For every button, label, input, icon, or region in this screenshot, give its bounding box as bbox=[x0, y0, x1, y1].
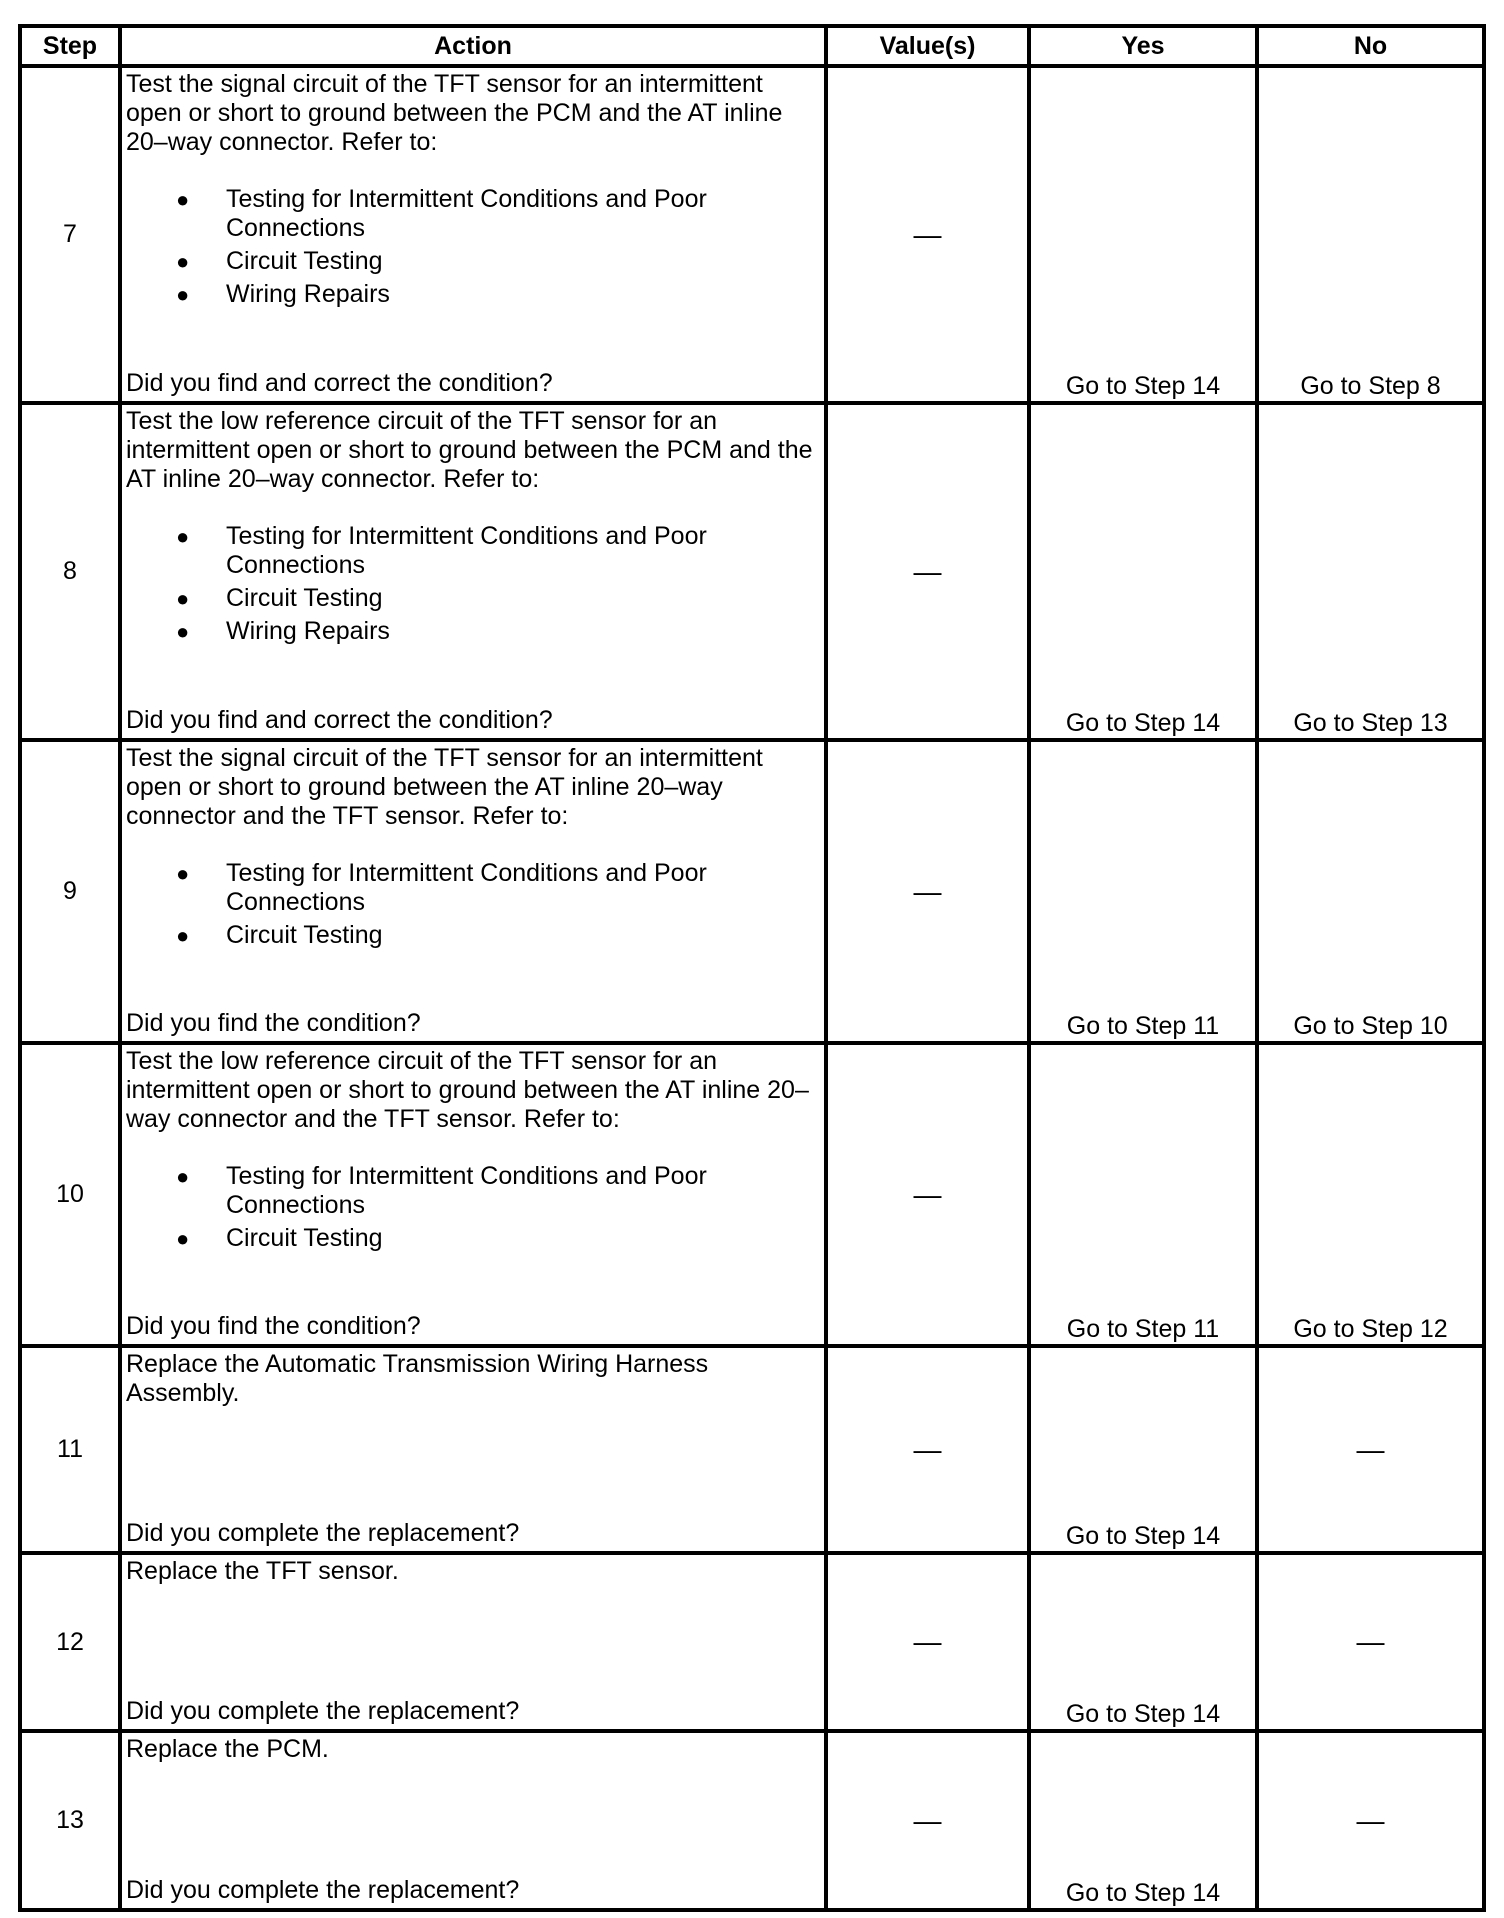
reference-link[interactable]: Circuit Testing bbox=[226, 247, 383, 275]
list-item bbox=[126, 921, 820, 950]
action-question: Did you complete the replacement? bbox=[126, 1697, 520, 1725]
bullet-icon: ● bbox=[176, 586, 190, 611]
no-link[interactable]: Go to Step 10 bbox=[1257, 740, 1484, 1043]
action-cell bbox=[120, 1346, 826, 1553]
header-values: Value(s) bbox=[826, 26, 1029, 66]
no-link[interactable]: Go to Step 13 bbox=[1257, 403, 1484, 740]
header-no: No bbox=[1257, 26, 1484, 66]
bullet-icon: ● bbox=[176, 861, 190, 886]
header-yes: Yes bbox=[1029, 26, 1257, 66]
no-value: — bbox=[1257, 1553, 1484, 1731]
bullet-icon: ● bbox=[176, 187, 190, 212]
yes-link[interactable]: Go to Step 14 bbox=[1029, 1553, 1257, 1731]
action-cell bbox=[120, 403, 826, 740]
reference-list bbox=[126, 522, 820, 650]
action-cell bbox=[120, 1553, 826, 1731]
reference-list bbox=[126, 859, 820, 954]
reference-link[interactable]: Circuit Testing bbox=[226, 1224, 383, 1252]
yes-link[interactable]: Go to Step 14 bbox=[1029, 66, 1257, 403]
value-cell: — bbox=[826, 403, 1029, 740]
step-number: 10 bbox=[20, 1043, 120, 1346]
step-number: 8 bbox=[20, 403, 120, 740]
list-item bbox=[126, 522, 820, 580]
action-cell bbox=[120, 66, 826, 403]
yes-link[interactable]: Go to Step 14 bbox=[1029, 1731, 1257, 1910]
action-intro: Test the low reference circuit of the TFT sensor for an intermittent open or short to ground between the AT inline 20–way connector and the TFT sensor. Refer to: bbox=[126, 1047, 809, 1133]
bullet-icon: ● bbox=[176, 1164, 190, 1189]
list-item bbox=[126, 617, 820, 646]
reference-list bbox=[126, 1162, 820, 1257]
reference-link[interactable]: Testing for Intermittent Conditions and Poor Connections bbox=[226, 1162, 707, 1219]
no-link[interactable]: Go to Step 12 bbox=[1257, 1043, 1484, 1346]
step-number: 12 bbox=[20, 1553, 120, 1731]
reference-link[interactable]: Testing for Intermittent Conditions and Poor Connections bbox=[226, 185, 707, 242]
header-action: Action bbox=[120, 26, 826, 66]
no-value: — bbox=[1257, 1731, 1484, 1910]
reference-link[interactable]: Testing for Intermittent Conditions and Poor Connections bbox=[226, 522, 707, 579]
action-intro: Replace the Automatic Transmission Wiring Harness Assembly. bbox=[126, 1350, 709, 1407]
reference-link[interactable]: Wiring Repairs bbox=[226, 280, 390, 308]
bullet-icon: ● bbox=[176, 923, 190, 948]
list-item bbox=[126, 247, 820, 276]
table-row bbox=[20, 1346, 1484, 1553]
step-number: 11 bbox=[20, 1346, 120, 1553]
value-cell: — bbox=[826, 66, 1029, 403]
action-intro: Test the low reference circuit of the TFT sensor for an intermittent open or short to ground between the PCM and the AT inline 20–way connector. Refer to: bbox=[126, 407, 813, 493]
reference-list bbox=[126, 185, 820, 313]
action-question: Did you complete the replacement? bbox=[126, 1876, 520, 1904]
action-intro: Replace the PCM. bbox=[126, 1735, 329, 1763]
bullet-icon: ● bbox=[176, 1226, 190, 1251]
list-item bbox=[126, 1162, 820, 1220]
action-question: Did you find and correct the condition? bbox=[126, 706, 553, 734]
reference-link[interactable]: Circuit Testing bbox=[226, 584, 383, 612]
table-row bbox=[20, 1043, 1484, 1346]
bullet-icon: ● bbox=[176, 249, 190, 274]
list-item bbox=[126, 280, 820, 309]
value-cell: — bbox=[826, 1553, 1029, 1731]
reference-link[interactable]: Circuit Testing bbox=[226, 921, 383, 949]
table-row bbox=[20, 740, 1484, 1043]
list-item bbox=[126, 185, 820, 243]
step-number: 9 bbox=[20, 740, 120, 1043]
list-item bbox=[126, 859, 820, 917]
bullet-icon: ● bbox=[176, 619, 190, 644]
value-cell: — bbox=[826, 740, 1029, 1043]
list-item bbox=[126, 1224, 820, 1253]
yes-link[interactable]: Go to Step 14 bbox=[1029, 403, 1257, 740]
table-row bbox=[20, 1731, 1484, 1910]
reference-link[interactable]: Wiring Repairs bbox=[226, 617, 390, 645]
action-question: Did you find and correct the condition? bbox=[126, 369, 553, 397]
action-cell bbox=[120, 740, 826, 1043]
step-number: 7 bbox=[20, 66, 120, 403]
diagnostic-table bbox=[18, 24, 1486, 1912]
list-item bbox=[126, 584, 820, 613]
header-step: Step bbox=[20, 26, 120, 66]
value-cell: — bbox=[826, 1043, 1029, 1346]
no-value: — bbox=[1257, 1346, 1484, 1553]
bullet-icon: ● bbox=[176, 282, 190, 307]
action-question: Did you find the condition? bbox=[126, 1009, 421, 1037]
action-question: Did you find the condition? bbox=[126, 1312, 421, 1340]
action-cell bbox=[120, 1731, 826, 1910]
value-cell: — bbox=[826, 1346, 1029, 1553]
action-cell bbox=[120, 1043, 826, 1346]
table-row bbox=[20, 66, 1484, 403]
action-intro: Test the signal circuit of the TFT sensor for an intermittent open or short to ground between the AT inline 20–way connector and the TFT sensor. Refer to: bbox=[126, 744, 763, 830]
header-row bbox=[20, 26, 1484, 66]
action-intro: Replace the TFT sensor. bbox=[126, 1557, 399, 1585]
yes-link[interactable]: Go to Step 11 bbox=[1029, 1043, 1257, 1346]
table-row bbox=[20, 1553, 1484, 1731]
reference-link[interactable]: Testing for Intermittent Conditions and Poor Connections bbox=[226, 859, 707, 916]
bullet-icon: ● bbox=[176, 524, 190, 549]
no-link[interactable]: Go to Step 8 bbox=[1257, 66, 1484, 403]
value-cell: — bbox=[826, 1731, 1029, 1910]
action-question: Did you complete the replacement? bbox=[126, 1519, 520, 1547]
step-number: 13 bbox=[20, 1731, 120, 1910]
action-intro: Test the signal circuit of the TFT sensor for an intermittent open or short to ground between the PCM and the AT inline 20–way connector. Refer to: bbox=[126, 70, 783, 156]
yes-link[interactable]: Go to Step 11 bbox=[1029, 740, 1257, 1043]
table-row bbox=[20, 403, 1484, 740]
yes-link[interactable]: Go to Step 14 bbox=[1029, 1346, 1257, 1553]
